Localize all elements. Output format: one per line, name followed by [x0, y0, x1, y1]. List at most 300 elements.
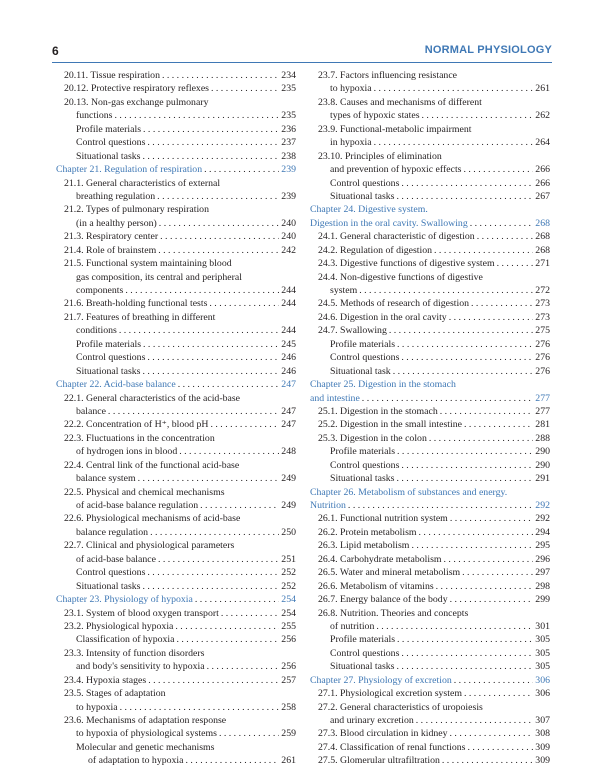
toc-leader-dots	[147, 351, 279, 364]
toc-entry[interactable]	[310, 593, 550, 606]
toc-entry-title: Situational tasks	[76, 365, 141, 377]
toc-entry-title: Control questions	[76, 137, 146, 149]
toc-entry[interactable]	[310, 701, 550, 714]
toc-entry[interactable]	[310, 660, 550, 673]
toc-entry-title: to hypoxia	[330, 83, 372, 95]
toc-page-number: 305	[535, 647, 550, 659]
toc-chapter-entry[interactable]	[310, 499, 550, 512]
toc-leader-dots	[221, 607, 279, 620]
toc-leader-dots	[200, 499, 279, 512]
toc-leader-dots	[362, 392, 534, 405]
toc-entry-title: breathing regulation	[76, 190, 156, 202]
toc-entry-title: 23.6. Mechanisms of adaptation response	[64, 715, 227, 726]
toc-leader-dots	[348, 499, 533, 512]
toc-page-number: 252	[281, 580, 296, 592]
toc-entry[interactable]	[310, 432, 550, 445]
toc-entry-title: 25.2. Digestion in the small intestine	[318, 419, 462, 431]
toc-page-number: 248	[281, 446, 296, 458]
page-number: 6	[52, 44, 59, 58]
toc-page-number: 306	[535, 674, 550, 686]
toc-entry-title: Nutrition	[310, 500, 346, 511]
toc-page-number: 235	[281, 83, 296, 95]
toc-page-number: 288	[535, 432, 550, 444]
toc-page-number: 240	[281, 231, 296, 243]
toc-page-number: 273	[535, 311, 550, 323]
toc-page-number: 242	[281, 244, 296, 256]
toc-entry[interactable]	[310, 230, 550, 243]
toc-entry[interactable]	[56, 620, 296, 633]
toc-entry[interactable]	[56, 190, 296, 203]
toc-entry-title: (in a healthy person)	[76, 217, 157, 229]
toc-entry[interactable]	[56, 499, 296, 512]
toc-chapter-entry[interactable]	[56, 378, 296, 391]
toc-page-number: 259	[281, 728, 296, 740]
toc-entry-title: of nutrition	[330, 620, 375, 632]
toc-entry[interactable]	[310, 257, 550, 270]
toc-entry-title: components	[76, 285, 124, 296]
toc-entry[interactable]	[310, 526, 550, 539]
toc-page-number: 296	[535, 553, 550, 565]
toc-entry[interactable]	[56, 96, 296, 109]
toc-page-number: 251	[281, 553, 296, 565]
toc-leader-dots	[450, 512, 533, 525]
running-title: NORMAL PHYSIOLOGY	[424, 44, 552, 56]
toc-page-number: 244	[281, 285, 296, 296]
toc-leader-dots	[179, 445, 279, 458]
toc-entry-title: Control questions	[76, 567, 146, 579]
toc-entry[interactable]	[56, 647, 296, 660]
toc-leader-dots	[143, 150, 280, 163]
toc-entry-title: and prevention of hypoxic effects	[330, 164, 462, 176]
toc-leader-dots	[397, 338, 533, 351]
toc-entry-title: Control questions	[330, 352, 400, 364]
toc-entry[interactable]	[56, 271, 296, 284]
toc-entry-title: Chapter 26. Metabolism of substances and energy.	[310, 486, 508, 498]
toc-leader-dots	[434, 244, 533, 257]
toc-entry[interactable]	[56, 580, 296, 593]
toc-page-number: 291	[535, 473, 550, 485]
toc-entry[interactable]	[56, 136, 296, 149]
toc-entry[interactable]	[310, 620, 550, 633]
toc-page-number: 235	[281, 110, 296, 122]
toc-entry[interactable]	[56, 311, 296, 324]
toc-entry-title: 21.3. Respiratory center	[64, 231, 159, 243]
toc-entry-title: Control questions	[330, 177, 400, 189]
toc-entry[interactable]	[56, 284, 296, 297]
toc-entry-title: of acid-base balance regulation	[76, 500, 199, 511]
toc-entry-title: 25.3. Digestion in the colon	[318, 432, 427, 444]
toc-entry[interactable]	[310, 405, 550, 418]
toc-entry-title: Situational tasks	[76, 150, 141, 162]
toc-entry-title: 24.3. Digestive functions of digestive system	[318, 258, 495, 270]
toc-entry[interactable]	[310, 311, 550, 324]
toc-page-number: 244	[281, 325, 296, 337]
toc-entry-title: 21.5. Functional system maintaining blood	[64, 258, 232, 270]
toc-leader-dots	[397, 633, 533, 646]
toc-page-number: 247	[281, 419, 296, 431]
toc-entry[interactable]	[310, 324, 550, 337]
toc-page-number: 308	[535, 728, 550, 740]
toc-entry-title: balance regulation	[76, 526, 149, 538]
toc-entry[interactable]	[310, 580, 550, 593]
toc-entry[interactable]	[310, 445, 550, 458]
toc-entry-title: 26.2. Protein metabolism	[318, 526, 417, 538]
toc-leader-dots	[401, 177, 533, 190]
toc-leader-dots	[450, 593, 534, 606]
toc-entry[interactable]	[56, 539, 296, 552]
toc-entry-title: Situational tasks	[330, 473, 395, 485]
toc-entry[interactable]	[56, 754, 296, 767]
toc-leader-dots	[374, 136, 534, 149]
toc-leader-dots	[464, 687, 533, 700]
toc-entry-title: 22.4. Central link of the functional acid-base	[64, 459, 240, 471]
toc-entry[interactable]	[56, 459, 296, 472]
toc-entry[interactable]	[310, 271, 550, 284]
toc-leader-dots	[186, 754, 280, 767]
toc-page-number: 256	[281, 661, 296, 673]
toc-entry[interactable]	[56, 230, 296, 243]
toc-entry[interactable]	[56, 150, 296, 163]
toc-entry[interactable]	[310, 123, 550, 136]
toc-entry[interactable]	[310, 607, 550, 620]
toc-leader-dots	[207, 660, 280, 673]
toc-entry-title: gas composition, its central and peripheral	[76, 271, 242, 283]
toc-entry[interactable]	[56, 324, 296, 337]
toc-entry[interactable]	[56, 109, 296, 122]
toc-entry[interactable]	[56, 607, 296, 620]
toc-leader-dots	[397, 472, 534, 485]
toc-entry-title: of hydrogen ions in blood	[76, 446, 178, 458]
toc-entry-title: Situational tasks	[330, 661, 395, 673]
toc-entry-title: system	[330, 285, 358, 296]
toc-chapter-entry[interactable]	[310, 217, 550, 230]
toc-leader-dots	[389, 324, 533, 337]
toc-leader-dots	[114, 109, 279, 122]
toc-chapter-entry[interactable]	[310, 486, 550, 499]
toc-entry[interactable]	[56, 701, 296, 714]
toc-page-number: 307	[535, 715, 550, 726]
toc-entry-title: Chapter 25. Digestion in the stomach	[310, 379, 456, 391]
toc-entry[interactable]	[310, 633, 550, 646]
toc-entry[interactable]	[56, 512, 296, 525]
toc-page-number: 252	[281, 567, 296, 579]
page-header	[52, 44, 552, 60]
toc-page-number: 239	[281, 190, 296, 202]
toc-entry[interactable]	[56, 674, 296, 687]
toc-page-number: 261	[281, 755, 296, 767]
toc-entry[interactable]	[56, 257, 296, 270]
toc-entry-title: 26.4. Carbohydrate metabolism	[318, 553, 442, 565]
toc-entry[interactable]	[56, 244, 296, 257]
toc-entry[interactable]	[56, 553, 296, 566]
toc-leader-dots	[454, 674, 534, 687]
toc-leader-dots	[178, 378, 280, 391]
toc-entry-title: Profile materials	[330, 338, 396, 350]
toc-leader-dots	[157, 190, 279, 203]
toc-entry[interactable]	[56, 365, 296, 378]
toc-leader-dots	[442, 754, 533, 767]
toc-entry-title: 26.7. Energy balance of the body	[318, 594, 448, 606]
toc-entry-title: 23.1. System of blood oxygen transport	[64, 607, 219, 619]
toc-entry[interactable]	[310, 512, 550, 525]
toc-entry-title: 26.1. Functional nutrition system	[318, 513, 448, 525]
toc-entry[interactable]	[310, 459, 550, 472]
toc-entry-title: of acid-base balance	[76, 553, 156, 565]
toc-left-column	[56, 69, 296, 768]
toc-entry[interactable]	[56, 177, 296, 190]
toc-entry-title: types of hypoxic states	[330, 110, 420, 122]
toc-entry[interactable]	[56, 405, 296, 418]
toc-chapter-entry[interactable]	[310, 378, 550, 391]
toc-leader-dots	[393, 365, 534, 378]
toc-entry-title: balance	[76, 405, 106, 417]
toc-entry-title: 21.4. Role of brainstem	[64, 244, 157, 256]
toc-page-number: 237	[281, 137, 296, 149]
toc-entry-title: 23.8. Causes and mechanisms of different	[318, 96, 482, 108]
toc-entry-title: and urinary excretion	[330, 715, 414, 726]
toc-entry-title: Profile materials	[330, 634, 396, 646]
toc-entry-title: 23.5. Stages of adaptation	[64, 688, 166, 700]
toc-page-number: 239	[281, 164, 296, 176]
toc-page-number: 262	[535, 110, 550, 122]
toc-entry[interactable]	[56, 392, 296, 405]
toc-entry[interactable]	[56, 660, 296, 673]
toc-entry[interactable]	[56, 472, 296, 485]
toc-entry-title: functions	[76, 110, 113, 122]
toc-page-number: 247	[281, 405, 296, 417]
toc-entry[interactable]	[310, 418, 550, 431]
toc-leader-dots	[464, 418, 533, 431]
toc-leader-dots	[119, 324, 279, 337]
toc-entry[interactable]	[56, 338, 296, 351]
toc-page-number: 295	[535, 540, 550, 552]
toc-page-number: 276	[535, 365, 550, 377]
toc-entry-title: Chapter 27. Physiology of excretion	[310, 674, 452, 686]
toc-page-number: 272	[535, 285, 550, 296]
toc-entry-title: 20.12. Protective respiratory reflexes	[64, 83, 209, 95]
toc-entry[interactable]	[56, 526, 296, 539]
toc-entry[interactable]	[310, 338, 550, 351]
toc-leader-dots	[462, 566, 533, 579]
toc-entry-title: 20.11. Tissue respiration	[64, 70, 160, 81]
toc-entry[interactable]	[310, 82, 550, 95]
toc-entry[interactable]	[310, 109, 550, 122]
toc-entry[interactable]	[310, 727, 550, 740]
toc-entry[interactable]	[310, 566, 550, 579]
toc-leader-dots	[143, 338, 279, 351]
toc-page-number: 277	[535, 405, 550, 417]
toc-page-number: 292	[535, 513, 550, 525]
toc-entry[interactable]	[56, 714, 296, 727]
toc-entry-title: and intestine	[310, 392, 360, 404]
toc-entry[interactable]	[56, 82, 296, 95]
toc-leader-dots	[150, 526, 279, 539]
toc-page-number: 264	[535, 137, 550, 149]
toc-entry-title: 27.3. Blood circulation in kidney	[318, 728, 448, 740]
toc-entry[interactable]	[56, 432, 296, 445]
toc-entry[interactable]	[56, 351, 296, 364]
toc-entry[interactable]	[56, 217, 296, 230]
toc-entry[interactable]	[310, 69, 550, 82]
toc-entry[interactable]	[56, 566, 296, 579]
toc-entry-title: 24.7. Swallowing	[318, 325, 387, 337]
toc-entry-title: 25.1. Digestion in the stomach	[318, 405, 438, 417]
toc-page-number: 240	[281, 217, 296, 229]
toc-leader-dots	[401, 647, 533, 660]
toc-entry[interactable]	[310, 365, 550, 378]
toc-leader-dots	[397, 660, 534, 673]
toc-chapter-entry[interactable]	[56, 593, 296, 606]
toc-page-number: 249	[281, 500, 296, 511]
toc-chapter-entry[interactable]	[310, 674, 550, 687]
toc-entry-title: and body's sensitivity to hypoxia	[76, 661, 205, 673]
toc-entry[interactable]	[56, 69, 296, 82]
toc-chapter-entry[interactable]	[56, 163, 296, 176]
toc-page-number: 246	[281, 352, 296, 364]
toc-leader-dots	[444, 553, 534, 566]
toc-entry[interactable]	[56, 486, 296, 499]
toc-entry[interactable]	[310, 136, 550, 149]
toc-chapter-entry[interactable]	[310, 203, 550, 216]
toc-entry-title: 22.6. Physiological mechanisms of acid-base	[64, 513, 241, 525]
toc-entry-title: 23.4. Hypoxia stages	[64, 674, 147, 686]
toc-page-number: 305	[535, 634, 550, 646]
toc-entry[interactable]	[56, 687, 296, 700]
toc-leader-dots	[397, 190, 534, 203]
toc-entry[interactable]	[310, 741, 550, 754]
toc-leader-dots	[450, 727, 534, 740]
toc-entry-title: 27.1. Physiological excretion system	[318, 688, 462, 700]
toc-entry[interactable]	[310, 553, 550, 566]
toc-entry[interactable]	[310, 150, 550, 163]
toc-page-number: 238	[281, 150, 296, 162]
toc-entry-title: 21.7. Features of breathing in different	[64, 311, 216, 323]
toc-entry[interactable]	[310, 163, 550, 176]
toc-page-number: 297	[535, 567, 550, 579]
toc-entry-title: 23.2. Physiological hypoxia	[64, 620, 174, 632]
toc-page-number: 271	[535, 258, 550, 270]
toc-page-number: 250	[281, 526, 296, 538]
toc-page-number: 247	[281, 379, 296, 391]
toc-leader-dots	[359, 284, 533, 297]
toc-entry[interactable]	[310, 177, 550, 190]
toc-leader-dots	[497, 257, 534, 270]
toc-entry-title: 21.6. Breath-holding functional tests	[64, 298, 208, 310]
toc-entry[interactable]	[56, 445, 296, 458]
toc-entry-title: 24.4. Non-digestive functions of digestive	[318, 271, 483, 283]
toc-leader-dots	[195, 593, 279, 606]
toc-page-number: 254	[281, 607, 296, 619]
toc-entry[interactable]	[56, 633, 296, 646]
toc-page-number: 261	[535, 83, 550, 95]
toc-entry-title: 22.1. General characteristics of the acid-base	[64, 392, 240, 404]
toc-leader-dots	[477, 230, 534, 243]
toc-entry[interactable]	[310, 351, 550, 364]
toc-entry[interactable]	[310, 190, 550, 203]
toc-entry[interactable]	[56, 727, 296, 740]
toc-entry[interactable]	[56, 741, 296, 754]
toc-entry-title: Profile materials	[76, 338, 142, 350]
toc-entry-title: 21.2. Types of pulmonary respiration	[64, 204, 209, 216]
toc-leader-dots	[175, 620, 279, 633]
toc-leader-dots	[401, 351, 533, 364]
toc-entry[interactable]	[56, 203, 296, 216]
toc-page-number: 268	[535, 217, 550, 229]
toc-page-number: 258	[281, 701, 296, 713]
toc-entry[interactable]	[56, 297, 296, 310]
toc-entry[interactable]	[310, 714, 550, 727]
toc-page-number: 276	[535, 352, 550, 364]
toc-leader-dots	[429, 432, 533, 445]
toc-entry-title: 27.4. Classification of renal functions	[318, 741, 466, 753]
toc-page-number: 266	[535, 164, 550, 176]
toc-entry[interactable]	[310, 284, 550, 297]
toc-entry[interactable]	[310, 687, 550, 700]
toc-entry-title: 22.3. Fluctuations in the concentration	[64, 432, 215, 444]
toc-entry-title: Chapter 22. Acid-base balance	[56, 379, 176, 391]
toc-leader-dots	[411, 539, 533, 552]
toc-entry-title: Control questions	[330, 647, 400, 659]
toc-page-number: 234	[281, 70, 296, 81]
toc-entry[interactable]	[56, 418, 296, 431]
toc-entry[interactable]	[310, 244, 550, 257]
toc-entry-title: conditions	[76, 325, 117, 337]
toc-page-number: 290	[535, 459, 550, 471]
toc-chapter-entry[interactable]	[310, 392, 550, 405]
toc-entry-title: 23.7. Factors influencing resistance	[318, 70, 458, 81]
toc-entry[interactable]	[56, 123, 296, 136]
toc-page-number: 236	[281, 123, 296, 135]
toc-entry-title: 20.13. Non-gas exchange pulmonary	[64, 96, 209, 108]
toc-leader-dots	[158, 553, 279, 566]
toc-leader-dots	[125, 284, 279, 297]
toc-entry[interactable]	[310, 754, 550, 767]
toc-entry[interactable]	[310, 539, 550, 552]
toc-entry-title: to hypoxia	[76, 701, 118, 713]
toc-entry-title: Situational tasks	[76, 580, 141, 592]
toc-entry-title: 26.3. Lipid metabolism	[318, 540, 410, 552]
toc-page-number: 309	[535, 741, 550, 753]
toc-entry[interactable]	[310, 647, 550, 660]
toc-leader-dots	[159, 217, 280, 230]
toc-leader-dots	[138, 472, 280, 485]
toc-leader-dots	[143, 123, 279, 136]
toc-entry-title: Classification of hypoxia	[76, 634, 175, 646]
toc-leader-dots	[147, 136, 279, 149]
toc-entry[interactable]	[310, 297, 550, 310]
toc-page-number: 275	[535, 325, 550, 337]
toc-leader-dots	[211, 82, 279, 95]
toc-leader-dots	[204, 163, 279, 176]
toc-page-number: 281	[535, 419, 550, 431]
toc-page-number: 254	[281, 594, 296, 606]
toc-page-number: 256	[281, 634, 296, 646]
toc-entry-title: Control questions	[76, 352, 146, 364]
toc-entry-title: 24.5. Methods of research of digestion	[318, 298, 470, 310]
toc-entry[interactable]	[310, 96, 550, 109]
toc-leader-dots	[471, 297, 533, 310]
toc-page-number: 268	[535, 244, 550, 256]
toc-leader-dots	[419, 526, 534, 539]
toc-entry-title: Digestion in the oral cavity. Swallowing	[310, 217, 468, 229]
toc-entry-title: of adaptation to hypoxia	[88, 755, 184, 767]
toc-page-number: 305	[535, 661, 550, 673]
toc-entry-title: 22.2. Concentration of H⁺, blood pH	[64, 419, 209, 431]
toc-entry[interactable]	[310, 472, 550, 485]
toc-entry-title: Situational task	[330, 365, 391, 377]
toc-page-number: 298	[535, 580, 550, 592]
toc-leader-dots	[162, 69, 279, 82]
